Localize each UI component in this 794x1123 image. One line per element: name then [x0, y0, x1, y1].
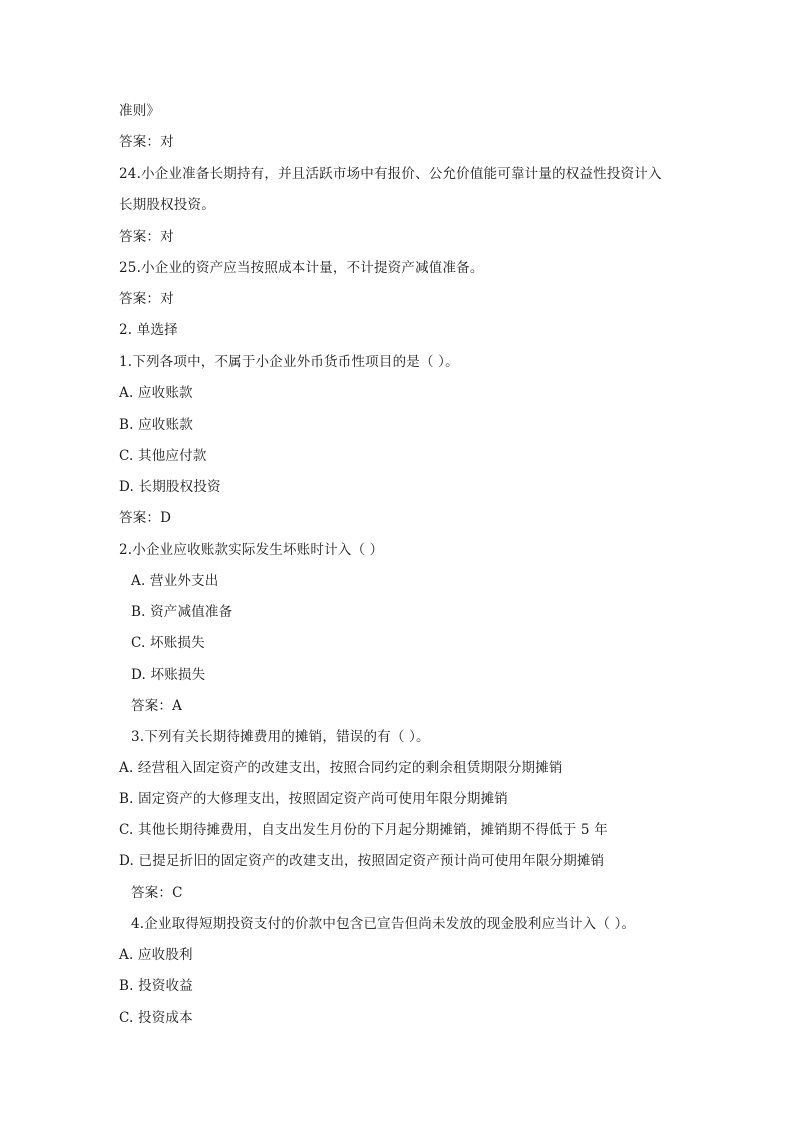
question-4-option-b: B. 投资收益: [119, 978, 193, 994]
section-heading: 2. 单选择: [119, 322, 178, 338]
question-2-option-b: B. 资产减值准备: [131, 604, 233, 620]
question-4-option-c: C. 投资成本: [119, 1010, 193, 1026]
question-1: 1.下列各项中，不属于小企业外币货币性项目的是（ ）。: [119, 354, 459, 370]
question-2-option-a: A. 营业外支出: [131, 573, 219, 589]
question-3: 3.下列有关长期待摊费用的摊销，错误的有（ ）。: [131, 729, 430, 745]
answer-2: 答案：A: [131, 698, 183, 714]
answer-24: 答案：对: [119, 229, 174, 245]
answer-3: 答案：C: [131, 885, 183, 901]
question-4-option-a: A. 应收股利: [119, 947, 193, 963]
question-3-option-d: D. 已提足折旧的固定资产的改建支出，按照固定资产预计尚可使用年限分期摊销: [119, 853, 605, 869]
question-1-option-c: C. 其他应付款: [119, 448, 207, 464]
text-line-continuation: 准则》: [119, 103, 161, 119]
question-25: 25.小企业的资产应当按照成本计量，不计提资产减值准备。: [119, 260, 484, 276]
question-1-option-d: D. 长期股权投资: [119, 479, 221, 495]
answer-23: 答案：对: [119, 134, 174, 150]
question-2-option-c: C. 坏账损失: [131, 635, 205, 651]
question-24-line-2: 长期股权投资。: [119, 197, 215, 213]
question-4: 4.企业取得短期投资支付的价款中包含已宣告但尚未发放的现金股利应当计入（ ）。: [131, 916, 636, 932]
answer-1: 答案：D: [119, 510, 172, 526]
question-2: 2.小企业应收账款实际发生坏账时计入（ ）: [119, 542, 384, 558]
question-1-option-a: A. 应收账款: [119, 385, 193, 401]
question-3-option-b: B. 固定资产的大修理支出，按照固定资产尚可使用年限分期摊销: [119, 791, 509, 807]
question-24-line-1: 24.小企业准备长期持有，并且活跃市场中有报价、公允价值能可靠计量的权益性投资计入: [119, 166, 662, 182]
question-2-option-d: D. 坏账损失: [131, 667, 206, 683]
answer-25: 答案：对: [119, 291, 174, 307]
question-3-option-a: A. 经营租入固定资产的改建支出，按照合同约定的剩余租赁期限分期摊销: [119, 760, 563, 776]
question-1-option-b: B. 应收账款: [119, 417, 193, 433]
question-3-option-c: C. 其他长期待摊费用，自支出发生月份的下月起分期摊销，摊销期不得低于 5 年: [119, 822, 608, 838]
